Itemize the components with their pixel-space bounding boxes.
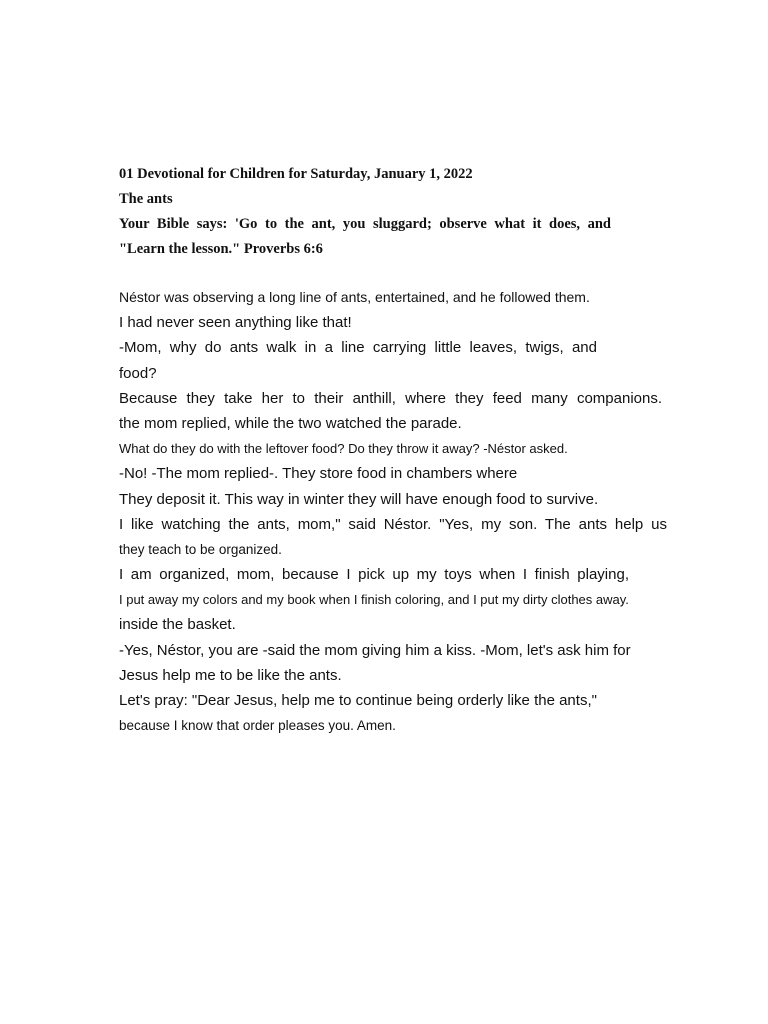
- story-line: Because they take her to their anthill, where they feed many companions.: [119, 389, 662, 407]
- story-line: the mom replied, while the two watched the parade.: [119, 414, 462, 432]
- bible-verse-line-2: "Learn the lesson." Proverbs 6:6: [119, 241, 323, 257]
- devotional-story: [119, 285, 719, 738]
- devotional-header: [119, 162, 719, 262]
- devotional-date-title: 01 Devotional for Children for Saturday, January 1, 2022: [119, 166, 473, 182]
- devotional-title: The ants: [119, 191, 173, 207]
- story-line: I like watching the ants, mom," said Néstor. "Yes, my son. The ants help us: [119, 515, 667, 533]
- story-line: Néstor was observing a long line of ants, entertained, and he followed them.: [119, 289, 590, 305]
- story-line: -Yes, Néstor, you are -said the mom giving him a kiss. -Mom, let's ask him for: [119, 641, 631, 659]
- story-line: food?: [119, 364, 157, 382]
- story-line: They deposit it. This way in winter they will have enough food to survive.: [119, 490, 599, 508]
- story-line: because I know that order pleases you. Amen.: [119, 718, 396, 734]
- story-line: -Mom, why do ants walk in a line carrying little leaves, twigs, and: [119, 339, 597, 357]
- story-line: I put away my colors and my book when I finish coloring, and I put my dirty clothes away.: [119, 592, 629, 608]
- story-line: I am organized, mom, because I pick up my toys when I finish playing,: [119, 566, 629, 584]
- story-line: they teach to be organized.: [119, 541, 282, 557]
- story-line: I had never seen anything like that!: [119, 314, 352, 332]
- story-line: -No! -The mom replied-. They store food in chambers where: [119, 465, 518, 483]
- story-line: What do they do with the leftover food? Do they throw it away? -Néstor asked.: [119, 441, 568, 457]
- story-line: Let's pray: "Dear Jesus, help me to continue being orderly like the ants,": [119, 692, 597, 709]
- story-line: Jesus help me to be like the ants.: [119, 666, 342, 684]
- bible-verse-line-1: Your Bible says: 'Go to the ant, you sluggard; observe what it does, and: [119, 216, 611, 232]
- story-line: inside the basket.: [119, 616, 236, 634]
